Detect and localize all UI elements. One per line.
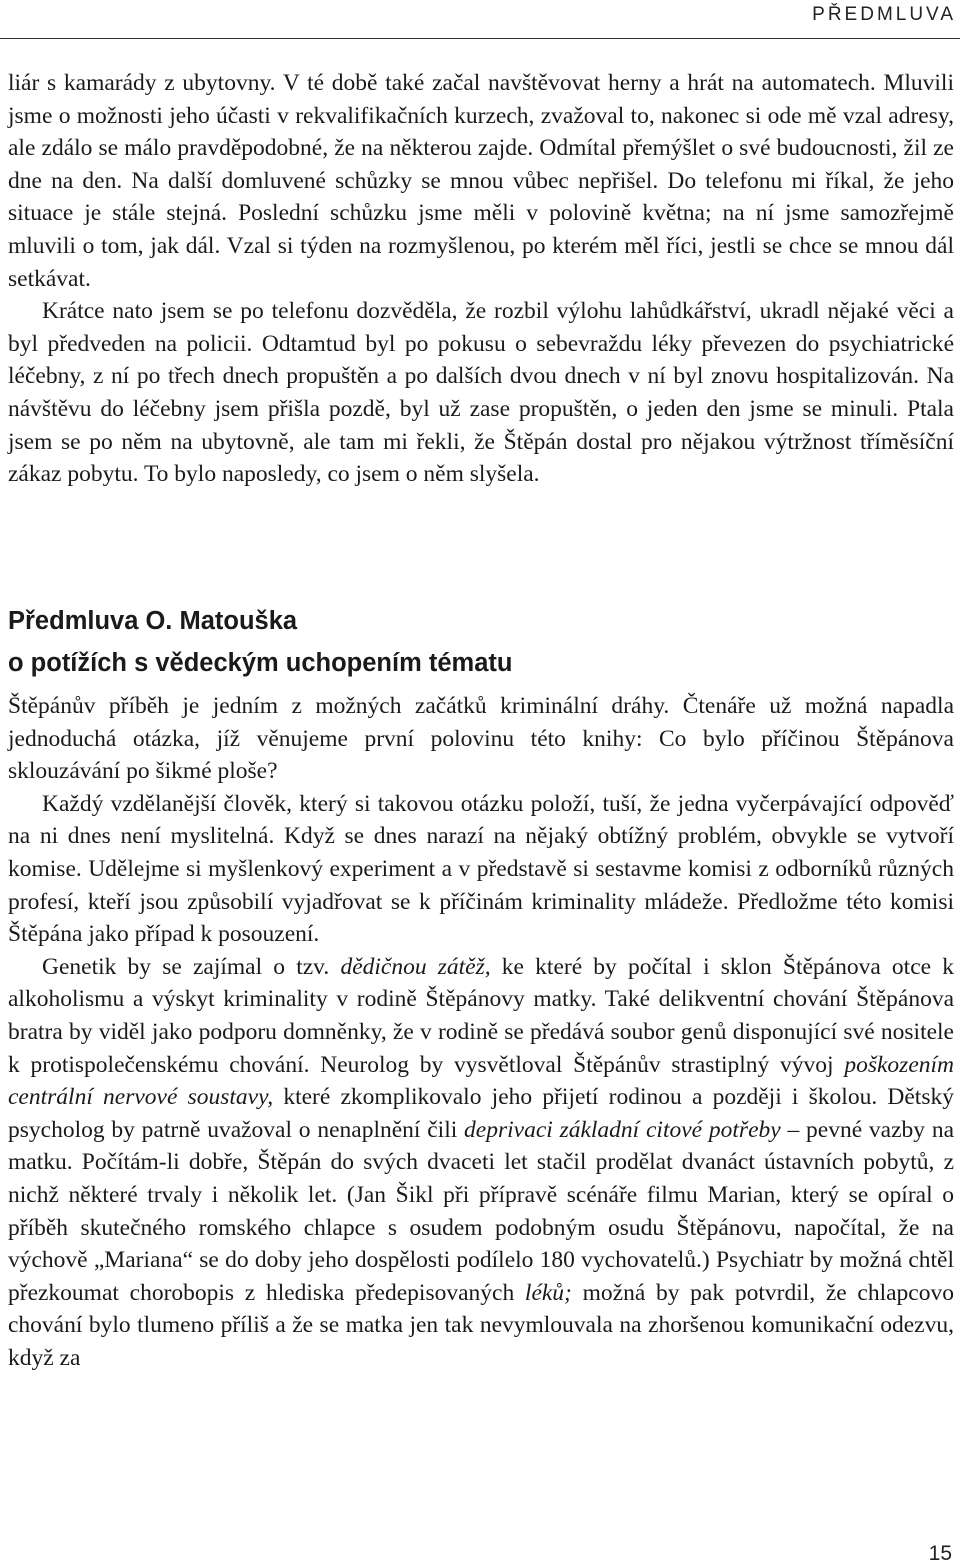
running-header: PŘEDMLUVA — [812, 4, 956, 25]
header-rule — [0, 38, 960, 39]
paragraph-text: Štěpánův příběh je jedním z možných začátků kriminální dráhy. Čtenáře už možná napadla jednoduchá otázka, jíž věnujeme první polovinu této knihy: Co bylo příčinou Štěpánova sklouzávání po šikmé ploše? — [8, 693, 954, 785]
paragraph — [8, 67, 954, 295]
body-text-bottom — [8, 690, 954, 1374]
page-number: 15 — [928, 1542, 952, 1565]
paragraph-text: Krátce nato jsem se po telefonu dozvěděla, že rozbil výlohu lahůdkářství, ukradl nějaké věci a byl předveden na policii. Odtamtud byl po pokusu o sebevraždu léky převezen do psychiatrické léčebny, z ní po třech dnech propuštěn a po dalších dvou dnech v ní byl znovu hospitalizován. Na návštěvu do léčebny jsem přišla pozdě, byl už zase propuštěn, o jeden den jsme se minuli. Ptala jsem se po něm na ubytovně, ale tam mi řekli, že Štěpán dostal pro nějakou výtržnost tříměsíční zákaz pobytu. To bylo naposledy, co jsem o něm slyšela. — [8, 298, 954, 488]
italic-term: deprivaci základní citové potřeby — [464, 1116, 781, 1143]
paragraph — [8, 788, 954, 951]
section-heading-line-1: Předmluva O. Matouška — [8, 607, 298, 635]
section-heading-line-2: o potížích s vědeckým uchopením tématu — [8, 649, 513, 677]
paragraph-text: liár s kamarády z ubytovny. V té době také začal navštěvovat herny a hrát na automatech. Mluvili jsme o možnosti jeho účasti v rekvalifikačních kurzech, zvažoval to, nakonec si ode mě vzal adresy, ale zdálo se málo pravděpodobné, že na některou zajde. Odmítal přemýšlet o své budoucnosti, žil ze dne na den. Na další domluvené schůzky se mnou vůbec nepřišel. Do telefonu mi říkal, že jeho situace je stále stejná. Poslední schůzku jsme měli v polovině května; na ní jsme samozřejmě mluvili o tom, jak dál. Vzal si týden na rozmyšlenou, po kterém měl říci, jestli se chce se mnou dál setkávat. — [8, 70, 954, 292]
paragraph — [8, 295, 954, 491]
section-heading — [8, 600, 954, 684]
paragraph-text: které zkomplikovalo jeho přijetí rodinou a později i školou. Dětský psycholog by patrně uvažoval o nenaplnění čili — [8, 1084, 954, 1143]
paragraph-text: Každý vzdělanější člověk, který si takovou otázku položí, tuší, že jedna vyčerpávající odpověď na ni dnes není myslitelná. Když se dnes narazí na nějaký obtížný problém, obvykle se vytvoří komise. Udělejme si myšlenkový experiment a v představě si sestavme komisi z odborníků různých profesí, kteří jsou způsobilí vyjadřovat se k příčinám kriminality mládeže. Předložme této komisi Štěpána jako případ k posouzení. — [8, 790, 954, 948]
body-text-top — [8, 67, 954, 491]
paragraph-text: Genetik by se zajímal o tzv. — [42, 953, 341, 980]
italic-term: poškozením centrální nervové soustavy, — [8, 1051, 954, 1111]
paragraph-text: – pevné vazby na matku. Počítám-li dobře, Štěpán do svých dvaceti let stačil prodělat dvanáct ústavních pobytů, z nichž některé trvaly i několik let. (Jan Šikl při přípravě scénáře filmu Marian, který se opíral o příběh skutečného romského chlapce s osudem podobným osudu Štěpánovu, napočítal, že na výchově „Mariana“ se do doby jeho dospělosti podílelo 180 vychovatelů.) Psychiatr by možná chtěl přezkoumat chorobopis z hlediska předepisovaných — [8, 1116, 955, 1306]
italic-term: dědičnou zátěž, — [340, 953, 491, 980]
paragraph — [8, 690, 954, 788]
italic-term: léků; — [524, 1279, 572, 1306]
paragraph — [8, 951, 954, 1375]
paragraph-text: ke které by počítal i sklon Štěpánova otce k alkoholismu a výskyt kriminality v rodině Štěpánovy matky. Také delikventní chování Štěpánova bratra by viděl jako podporu domněnky, že v rodině se předává soubor genů disponující své nositele k protispolečenskému chování. Neurolog by vysvětloval Štěpánův strastiplný vývoj — [8, 953, 954, 1078]
paragraph-text: možná by pak potvrdil, že chlapcovo chování bylo tlumeno příliš a že se matka jen tak nevymlouvala na zhoršenou komunikační odezvu, když za — [8, 1279, 954, 1371]
